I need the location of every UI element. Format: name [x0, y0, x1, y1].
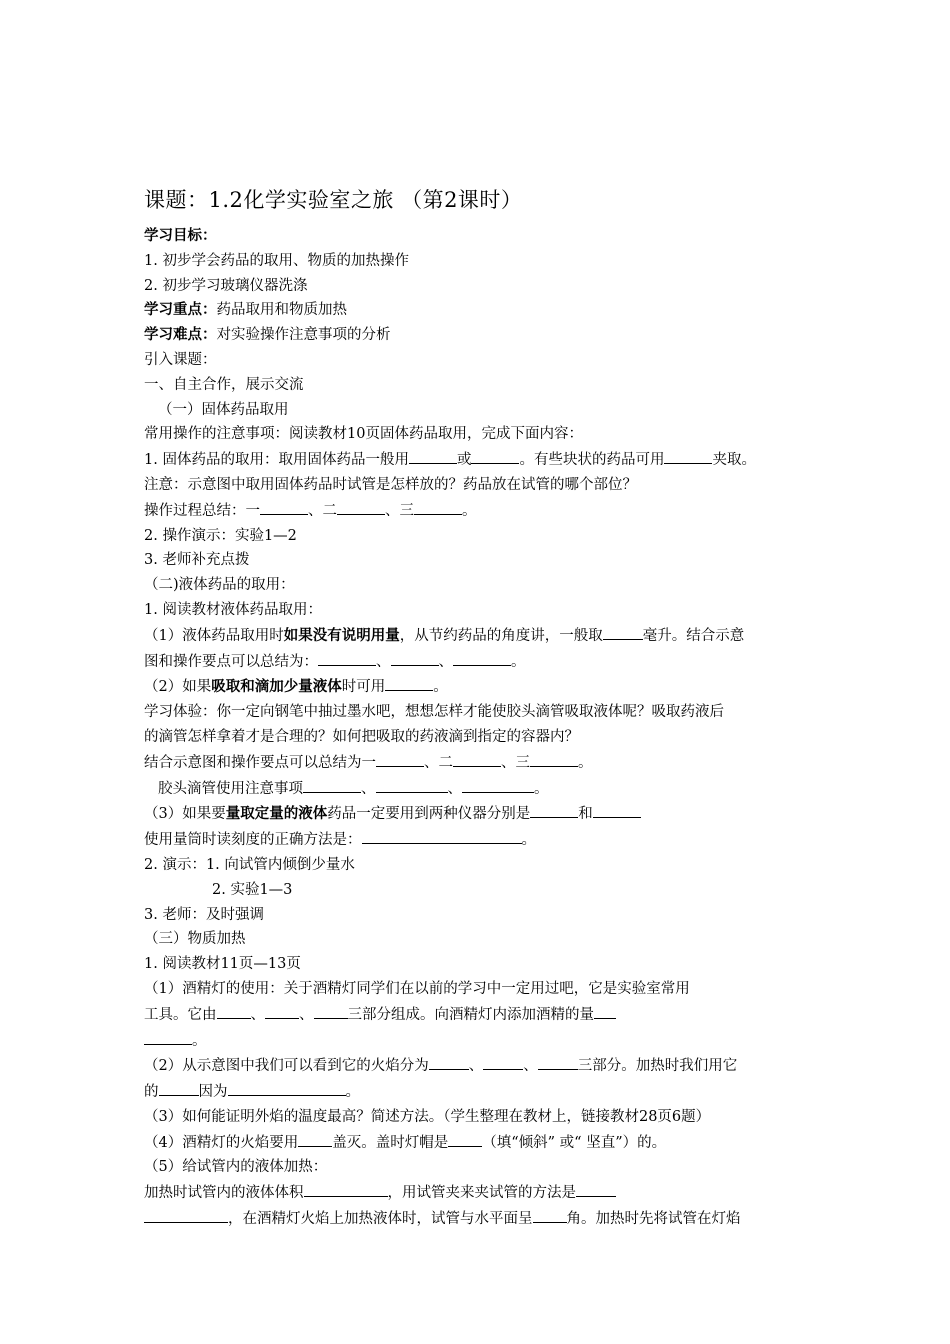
answer-blank[interactable] [217, 1002, 251, 1019]
fill-line: 图和操作要点可以总结为： 、 、 。 [144, 649, 814, 675]
key-point-line: 学习重点：药品取用和物质加热 [144, 301, 347, 319]
difficulty-line: 学习难点：对实验操作注意事项的分析 [144, 326, 391, 344]
section-heading: 一、自主合作，展示交流 [144, 376, 304, 393]
answer-blank[interactable] [376, 750, 424, 767]
answer-blank[interactable] [533, 1206, 567, 1223]
answer-blank[interactable] [144, 1028, 192, 1045]
text-line: （1）酒精灯的使用：关于酒精灯同学们在以前的学习中一定用过吧，它是实验室常用 [144, 980, 690, 997]
text-line: 1. 初步学会药品的取用、物质的加热操作 [144, 252, 409, 269]
answer-blank[interactable] [462, 776, 534, 793]
answer-blank[interactable] [144, 1206, 228, 1223]
answer-blank[interactable] [576, 1180, 616, 1197]
page-title: 课题：1.2化学实验室之旅 （第2课时） [144, 188, 523, 212]
fill-line: 工具。它由 、 、 三部分组成。向酒精灯内添加酒精的量 [144, 1002, 814, 1028]
answer-blank[interactable] [409, 447, 457, 464]
answer-blank[interactable] [337, 498, 385, 515]
answer-blank[interactable] [453, 649, 511, 666]
text-line: 2. 实验1—3 [212, 881, 293, 898]
fill-line: （2）从示意图中我们可以看到它的火焰分为 、 、 三部分。加热时我们用它 [144, 1053, 814, 1079]
answer-blank[interactable] [603, 623, 643, 640]
fill-line: ，在酒精灯火焰上加热液体时，试管与水平面呈 角。加热时先将试管在灯焰 [144, 1206, 814, 1232]
answer-blank[interactable] [260, 498, 308, 515]
answer-blank[interactable] [362, 827, 522, 844]
text-line: 3. 老师补充点拨 [144, 552, 250, 569]
text-line: 2. 初步学习玻璃仪器洗涤 [144, 277, 308, 294]
fill-line: 。 [144, 1028, 814, 1054]
subsection-heading: （一）固体药品取用 [158, 401, 289, 418]
fill-line: 1. 固体药品的取用：取用固体药品一般用 或 。有些块状的药品可用 夹取。 [144, 447, 814, 473]
fill-line: 的 因为 。 [144, 1079, 814, 1105]
answer-blank[interactable] [265, 1002, 299, 1019]
answer-blank[interactable] [303, 776, 361, 793]
answer-blank[interactable] [159, 1079, 199, 1096]
answer-blank[interactable] [414, 498, 462, 515]
subsection-heading: （二)液体药品的取用： [144, 577, 295, 594]
fill-line: （2）如果吸取和滴加少量液体时可用 。 [144, 674, 814, 700]
text-line: 2. 演示：1. 向试管内倾倒少量水 [144, 856, 355, 873]
text-line: 的滴管怎样拿着才是合理的？如何把吸取的药液滴到指定的容器内？ [144, 728, 579, 745]
text-line: 3. 老师：及时强调 [144, 906, 264, 923]
answer-blank[interactable] [298, 1130, 332, 1147]
fill-line: （1）液体药品取用时如果没有说明用量，从节约药品的角度讲，一般取 毫升。结合示意 [144, 623, 814, 649]
text-line: 1. 阅读教材11页—13页 [144, 956, 301, 973]
document-page [144, 186, 814, 1232]
fill-line: 操作过程总结：一 、二 、三 。 [144, 498, 814, 524]
answer-blank[interactable] [318, 649, 376, 666]
fill-line: 加热时试管内的液体体积 ，用试管夹来夹试管的方法是 [144, 1180, 814, 1206]
answer-blank[interactable] [304, 1180, 388, 1197]
answer-blank[interactable] [483, 1053, 523, 1070]
text-line: 学习体验：你一定向钢笔中抽过墨水吧，想想怎样才能使胶头滴管吸取液体呢？吸取药液后 [144, 704, 724, 721]
answer-blank[interactable] [530, 801, 578, 818]
section-heading-objectives: 学习目标： [144, 227, 217, 244]
text-line: 常用操作的注意事项：阅读教材10页固体药品取用，完成下面内容： [144, 426, 583, 443]
text-line: 1. 阅读教材液体药品取用： [144, 601, 322, 618]
answer-blank[interactable] [453, 750, 501, 767]
answer-blank[interactable] [391, 649, 439, 666]
text-line: （3）如何能证明外焰的温度最高？简述方法。（学生整理在教材上，链接教材28页6题） [144, 1108, 711, 1125]
fill-line: （3）如果要量取定量的液体药品一定要用到两种仪器分别是 和 [144, 801, 814, 827]
answer-blank[interactable] [385, 674, 433, 691]
fill-line: （4）酒精灯的火焰要用 盖灭。盖时灯帽是 （填“倾斜” 或“ 坚直”）的。 [144, 1130, 814, 1156]
answer-blank[interactable] [538, 1053, 578, 1070]
answer-blank[interactable] [530, 750, 578, 767]
answer-blank[interactable] [664, 447, 712, 464]
answer-blank[interactable] [594, 1002, 616, 1019]
fill-line: 胶头滴管使用注意事项 、 、 。 [144, 776, 814, 802]
text-line: 注意：示意图中取用固体药品时试管是怎样放的？药品放在试管的哪个部位？ [144, 476, 637, 493]
text-line: （5）给试管内的液体加热： [144, 1159, 328, 1176]
answer-blank[interactable] [593, 801, 641, 818]
answer-blank[interactable] [471, 447, 519, 464]
answer-blank[interactable] [228, 1079, 346, 1096]
answer-blank[interactable] [314, 1002, 348, 1019]
text-line: 2. 操作演示：实验1—2 [144, 527, 297, 544]
answer-blank[interactable] [376, 776, 448, 793]
subsection-heading: （三）物质加热 [144, 931, 246, 948]
fill-line: 使用量筒时读刻度的正确方法是： 。 [144, 827, 814, 853]
fill-line: 结合示意图和操作要点可以总结为一 、二 、三 。 [144, 750, 814, 776]
answer-blank[interactable] [429, 1053, 469, 1070]
text-line: 引入课题： [144, 351, 217, 368]
answer-blank[interactable] [448, 1130, 482, 1147]
